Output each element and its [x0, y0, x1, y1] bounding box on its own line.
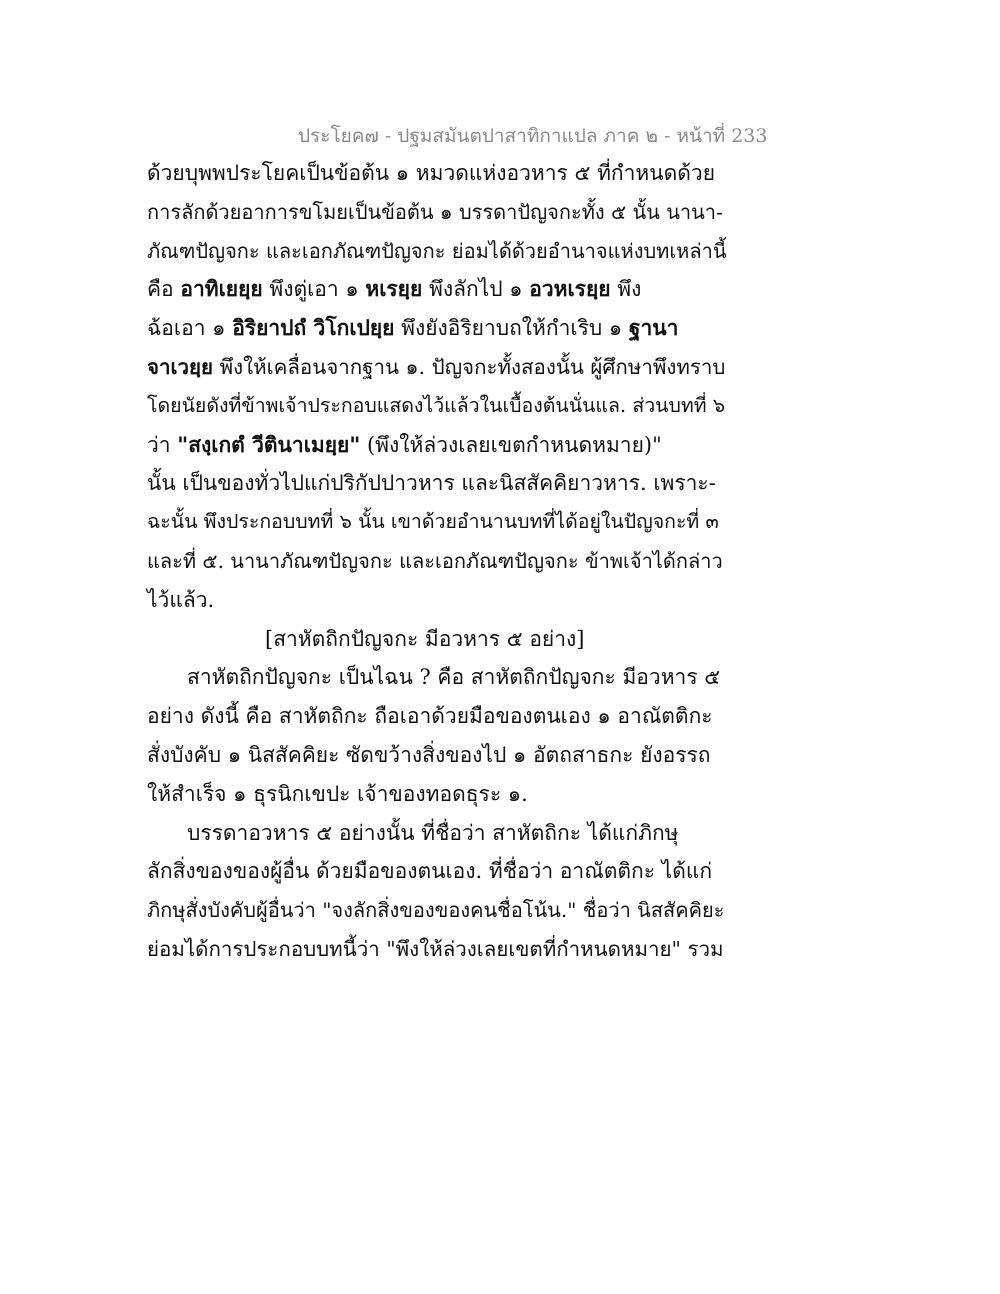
- text-line: สาหัตถิกปัญจกะ เป็นไฉน ? คือ สาหัตถิกปัญจกะ มีอวหาร ๕: [187, 665, 721, 690]
- text-span: พึงยังอิริยาบถให้กำเริบ ๑: [394, 316, 629, 341]
- pali-term: ฐานา: [628, 315, 679, 341]
- text-line: ลักสิ่งของของผู้อื่น ด้วยมือของตนเอง. ที่ชื่อว่า อาณัตติกะ ได้แก่: [147, 859, 713, 884]
- text-line: ภัณฑปัญจกะ และเอกภัณฑปัญจกะ ย่อมได้ด้วยอำนาจแห่งบทเหล่านี้: [147, 238, 727, 263]
- running-header: ประโยค๗ - ปฐมสมันตปาสาทิกาแปล ภาค ๒ - หน้าที่ 233: [298, 125, 768, 147]
- text-span: พึงตู่เอา ๑: [262, 277, 366, 302]
- text-line: ด้วยบุพพประโยคเป็นข้อต้น ๑ หมวดแห่งอวหาร ๕ ที่กำหนดด้วย: [147, 161, 716, 185]
- text-line: ฉะนั้น พึงประกอบบทที่ ๖ นั้น เขาด้วยอำนานบทที่ได้อยู่ในปัญจกะที่ ๓: [147, 510, 719, 534]
- text-line: [147, 348, 727, 387]
- text-line: การลักด้วยอาการขโมยเป็นข้อต้น ๑ บรรดาปัญจกะทั้ง ๕ นั้น นานา-: [147, 199, 723, 224]
- pali-term: อวหเรยฺย: [529, 276, 611, 302]
- text-line: สั่งบังคับ ๑ นิสสัคคิยะ ซัดขว้างสิ่งของไป ๑ อัตถสาธกะ ยังอรรถ: [147, 742, 711, 767]
- text-span: (พึงให้ล่วงเลยเขตกำหนดหมาย)": [360, 432, 662, 457]
- text-line: [147, 309, 727, 348]
- text-line: โดยนัยดังที่ข้าพเจ้าประกอบแสดงไว้แล้วในเบื้องต้นนั่นแล. ส่วนบทที่ ๖: [147, 393, 726, 417]
- section-heading: [สาหัตถิกปัญจกะ มีอวหาร ๕ อย่าง]: [265, 626, 585, 651]
- body-text: [147, 154, 727, 969]
- text-line: ย่อมได้การประกอบบทนี้ว่า "พึงให้ล่วงเลยเขตที่กำหนดหมาย" รวม: [147, 936, 724, 961]
- pali-term: หเรยฺย: [365, 276, 423, 302]
- text-line: ภิกษุสั่งบังคับผู้อื่นว่า "จงลักสิ่งของของคนชื่อโน้น." ชื่อว่า นิสสัคคิยะ: [147, 898, 725, 923]
- text-span: พึง: [610, 277, 642, 302]
- text-line: นั้น เป็นของทั่วไปแก่ปริกัปปาวหาร และนิสสัคคิยาวหาร. เพราะ-: [147, 471, 716, 496]
- pali-term: อิริยาปถํ วิโกเปยฺย: [232, 315, 395, 341]
- text-span: พึงลักไป ๑: [422, 277, 530, 302]
- text-span: พึงให้เคลื่อนจากฐาน ๑. ปัญจกะทั้งสองนั้น ผู้ศึกษาพึงทราบ: [213, 354, 726, 379]
- text-line: [147, 270, 727, 309]
- text-span: ว่า: [147, 432, 178, 457]
- pali-term: อาทิเยยฺย: [180, 276, 263, 302]
- text-span: คือ: [147, 277, 181, 302]
- text-line: ไว้แล้ว.: [147, 587, 215, 612]
- text-line: ให้สำเร็จ ๑ ธุรนิกเขปะ เจ้าของทอดธุระ ๑.: [147, 781, 528, 806]
- text-line: บรรดาอวหาร ๕ อย่างนั้น ที่ชื่อว่า สาหัตถิกะ ได้แก่ภิกษุ: [187, 820, 679, 845]
- text-span: ฉ้อเอา ๑: [147, 316, 233, 341]
- pali-term: "สงฺเกตํ วีตินาเมยฺย": [177, 431, 361, 457]
- text-line: และที่ ๕. นานาภัณฑปัญจกะ และเอกภัณฑปัญจกะ ข้าพเจ้าได้กล่าว: [147, 548, 723, 573]
- text-line: [147, 426, 727, 465]
- text-line: อย่าง ดังนี้ คือ สาหัตถิกะ ถือเอาด้วยมือของตนเอง ๑ อาณัตติกะ: [147, 704, 713, 729]
- pali-term: จาเวยฺย: [147, 354, 214, 379]
